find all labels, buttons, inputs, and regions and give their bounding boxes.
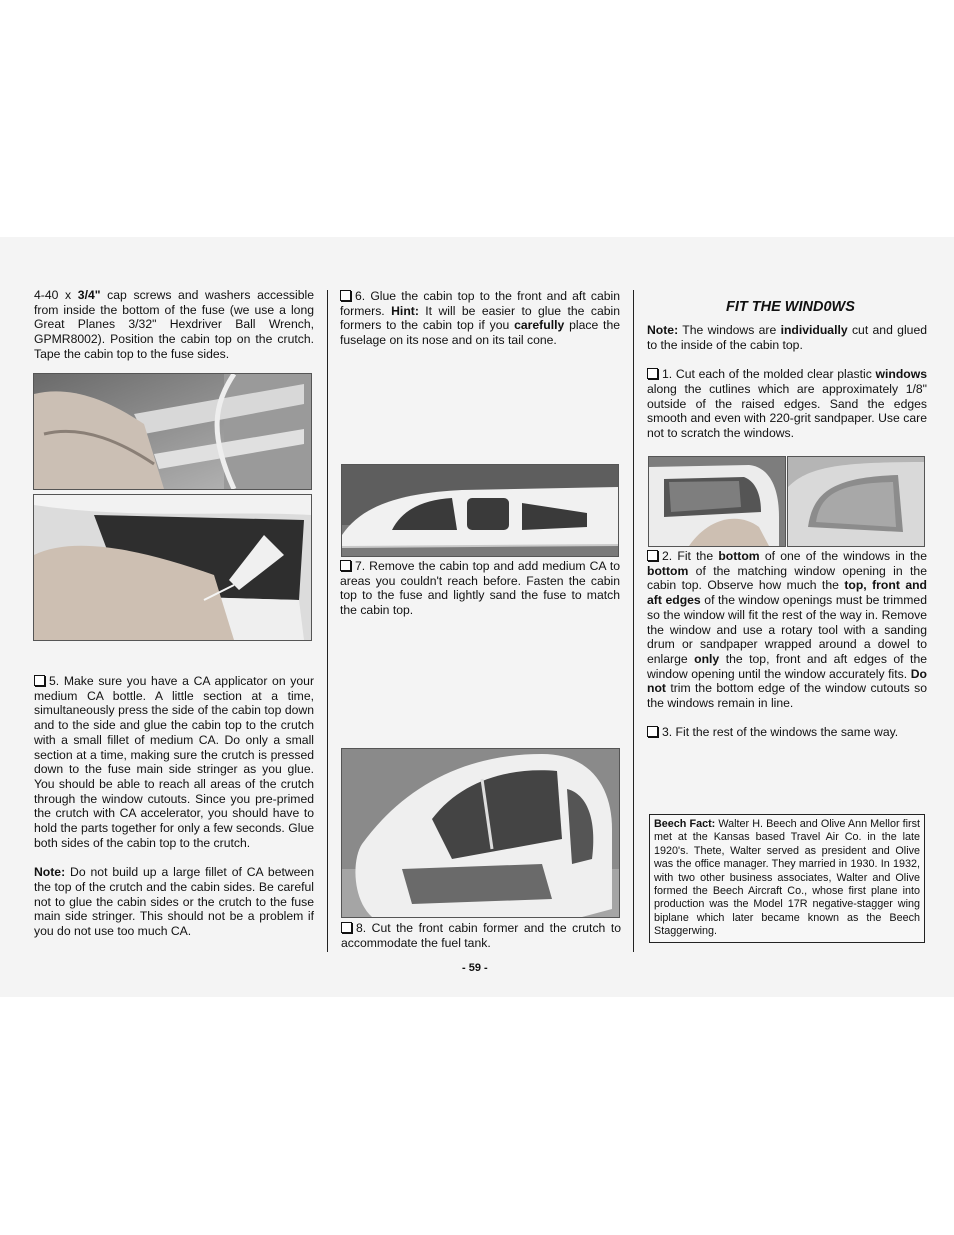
- column-2-step7: [340, 559, 620, 618]
- photo-window-fit: [648, 456, 786, 547]
- column-1-intro: [34, 288, 314, 362]
- column-3-steps: [647, 549, 927, 740]
- section-heading: FIT THE WIND0WS: [726, 299, 855, 315]
- photo-glue-cabin-top: [33, 494, 312, 641]
- checkbox-icon[interactable]: [34, 675, 45, 686]
- checkbox-icon[interactable]: [647, 368, 658, 379]
- beech-fact-box: Beech Fact: Walter H. Beech and Olive Ann Mellor first met at the Kansas based Travel Air Co. in the late 1920's. Thete, Walter served as president and Olive was the office manager. They married in 1930. In 1932, with two other business associates, Walter and Olive formed the Beech Aircraft Co., whose first plane into production was the Model 17R negative-stagger wing biplane which later became known as the Beech Staggerwing.: [649, 814, 925, 943]
- photo-cabin-former: [341, 748, 620, 918]
- windows-step-1: 1. Cut each of the molded clear plastic windows along the cutlines which are approximately 1/8" outside of the raised edges. Sand the edges smooth and even with 220-grit sandpaper. Use care not to scratch the windows.: [647, 367, 927, 440]
- windows-step-3: 3. Fit the rest of the windows the same way.: [647, 725, 927, 740]
- photo-crutch-screws: [33, 373, 312, 490]
- windows-step-2: 2. Fit the bottom of one of the windows in the bottom of the matching window opening in the cabin top. Observe how much the top, front and aft edges of the window openings must be trimmed so the window will fit the rest of the way in. Remove the window and use a rotary tool with a sanding drum or sandpaper wrapped around a dowel to enlarge only the top, front and aft edges of the window opening until the window accurately fits. Do not trim the bottom edge of the window cutouts so the windows remain in line.: [647, 549, 927, 711]
- step-6: 6. Glue the cabin top to the front and aft cabin formers. Hint: It will be easier to glue the cabin formers to the cabin top if you carefully place the fuselage on its nose and on its tail cone.: [340, 289, 621, 348]
- column-divider-2: [633, 290, 634, 952]
- checkbox-icon[interactable]: [340, 560, 351, 571]
- column-2-step8: [341, 921, 621, 950]
- column-divider-1: [327, 290, 328, 952]
- column-3-top: [647, 323, 927, 441]
- step-5: 5. Make sure you have a CA applicator on your medium CA bottle. A little section at a time, simultaneously press the side of the cabin top down and to the side and glue the cabin top to the crutch with a small fillet of medium CA. Do only a small section at a time, making sure the crutch is pressed down to the fuse main side stringer as you glue. You should be able to reach all areas of the crutch through the window cutouts. Since you pre-primed the crutch with CA accelerator, you should have to hold the parts together for only a few seconds. Glue both sides of the cabin top to the crutch.: [34, 674, 314, 850]
- note-paragraph: Note: Do not build up a large fillet of CA between the top of the crutch and the cabin sides. Be careful not to glue the cabin sides or the crutch to the fuse main side stringer. This should not be a problem if you do not use too much CA.: [34, 865, 314, 938]
- windows-note: Note: The windows are individually cut and glued to the inside of the cabin top.: [647, 323, 927, 352]
- photo-cabin-top-side: [341, 464, 619, 557]
- column-2-step6: [340, 289, 620, 348]
- checkbox-icon[interactable]: [341, 922, 352, 933]
- checkbox-icon[interactable]: [647, 550, 658, 561]
- intro-paragraph: 4-40 x 3/4" cap screws and washers accessible from inside the bottom of the fuse (we use a long Great Planes 3/32" Hexdriver Ball Wrench, GPMR8002). Position the cabin top on the crutch. Tape the cabin top to the fuse sides.: [34, 288, 314, 361]
- checkbox-icon[interactable]: [340, 290, 351, 301]
- column-1-steps: [34, 674, 314, 939]
- step-7: 7. Remove the cabin top and add medium CA to areas you couldn't reach before. Fasten the cabin top to the fuse and lightly sand the fuse to match the cabin top.: [340, 559, 620, 618]
- step-8: 8. Cut the front cabin former and the crutch to accommodate the fuel tank.: [341, 921, 621, 950]
- page-number: - 59 -: [462, 962, 488, 974]
- photo-window-installed: [787, 456, 925, 547]
- checkbox-icon[interactable]: [647, 726, 658, 737]
